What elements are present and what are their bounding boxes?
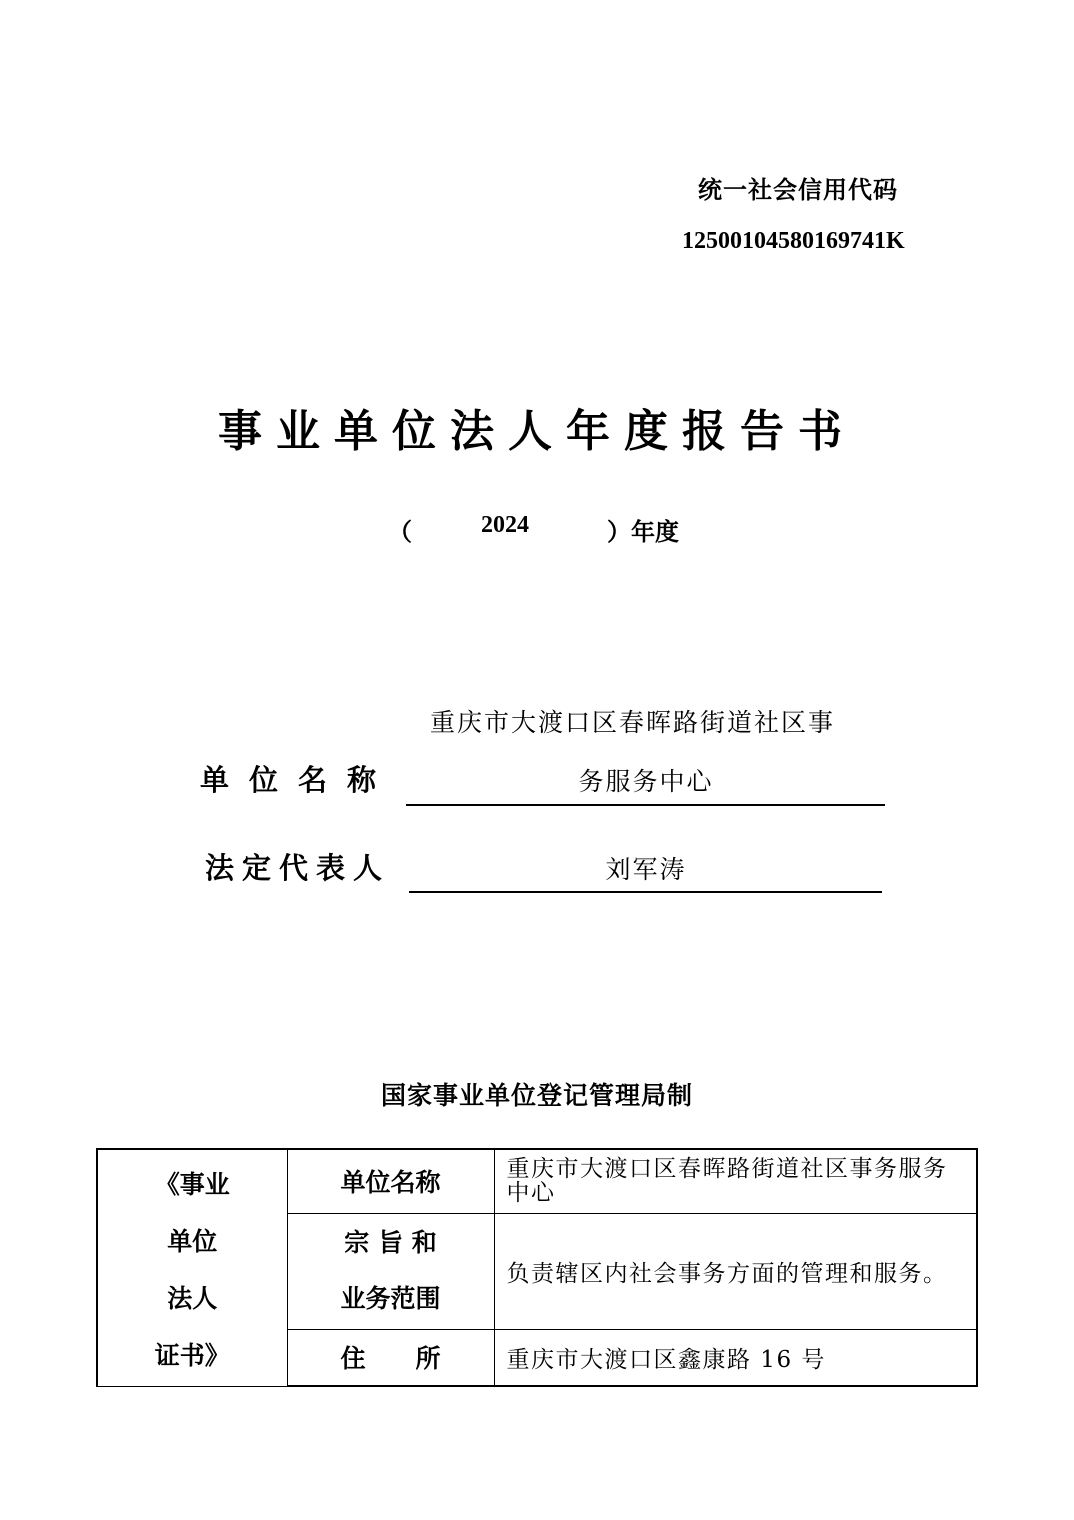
year-open-paren: （ (388, 517, 412, 546)
credit-code-label: 统一社会信用代码 (698, 175, 898, 204)
legal-rep-value: 刘军涛 (605, 855, 687, 884)
legal-rep-underline (409, 891, 882, 893)
row-label-purpose-line1: 宗 旨 和 (344, 1228, 437, 1257)
unit-name-value-line1: 重庆市大渡口区春晖路街道社区事 (430, 708, 836, 737)
row-value-unit-name: 重庆市大渡口区春晖路街道社区事务服务中心 (494, 1149, 977, 1213)
credit-code-value: 12500104580169741K (682, 228, 905, 254)
unit-name-label: 单位名称 (200, 763, 397, 797)
certificate-table (96, 1148, 978, 1387)
certificate-title-line: 单位 (167, 1227, 218, 1256)
certificate-title-cell (97, 1149, 287, 1386)
certificate-title-line: 法人 (167, 1284, 218, 1313)
row-value-address: 重庆市大渡口区鑫康路 16 号 (494, 1329, 977, 1386)
row-label-purpose-line2: 业务范围 (340, 1284, 441, 1313)
document-title: 事业单位法人年度报告书 (218, 406, 856, 457)
report-year (0, 508, 1074, 544)
issuer-text: 国家事业单位登记管理局制 (380, 1081, 693, 1110)
unit-name-value-line2: 务服务中心 (578, 767, 714, 796)
year-value: 2024 (481, 512, 529, 538)
year-suffix: ）年度 (607, 517, 679, 546)
row-label-unit-name: 单位名称 (287, 1149, 494, 1213)
certificate-title-line: 证书》 (154, 1341, 230, 1370)
certificate-title-line: 《事业 (154, 1170, 230, 1199)
unit-name-underline (406, 804, 885, 806)
row-label-purpose (287, 1213, 494, 1329)
row-label-address: 住 所 (287, 1329, 494, 1386)
legal-rep-label: 法定代表人 (205, 851, 391, 885)
row-value-purpose: 负责辖区内社会事务方面的管理和服务。 (494, 1213, 977, 1329)
